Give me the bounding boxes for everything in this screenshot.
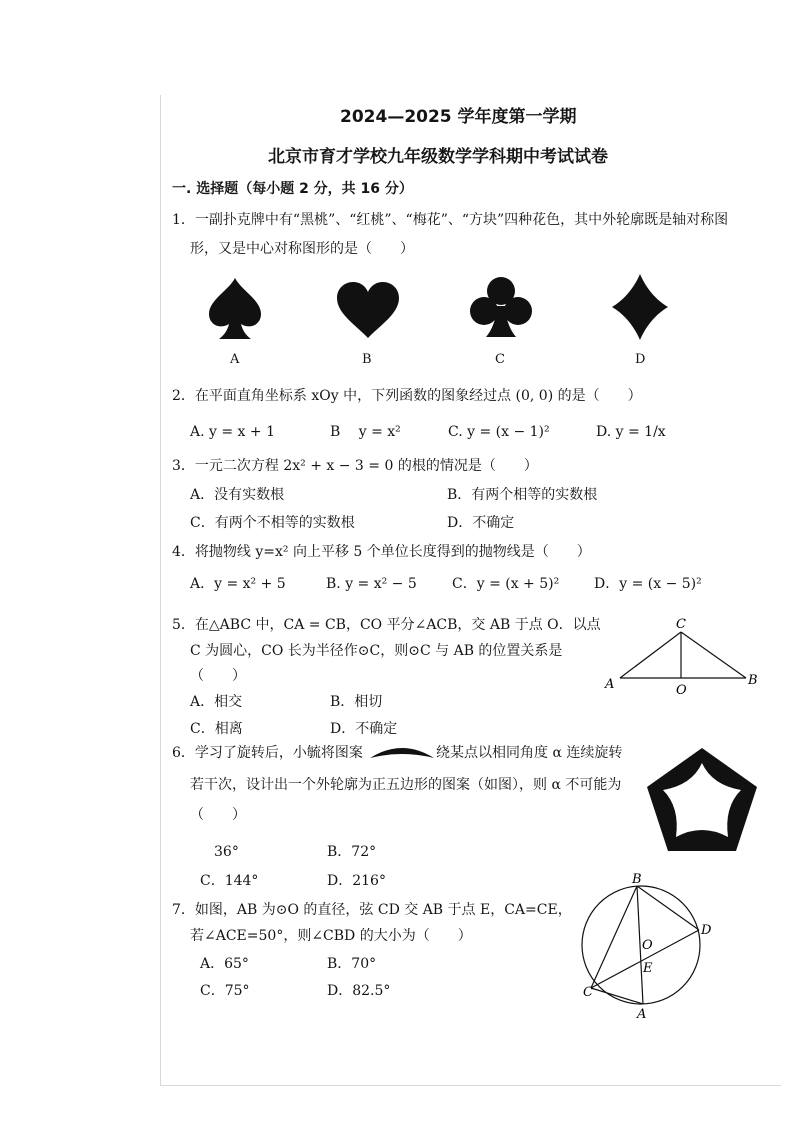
exam-title-line1: 2024—2025 学年度第一学期 [340, 107, 577, 127]
q4-option-d: D．y = (x − 5)² [594, 576, 702, 592]
q3-stem: 3．一元二次方程 2x² + x − 3 = 0 的根的情况是（ ） [172, 458, 538, 474]
q1-option-a: A [230, 352, 240, 367]
q7-option-b: B．70° [327, 956, 377, 972]
q6-option-c: C．144° [200, 873, 259, 889]
q2-option-b: B y = x² [330, 424, 401, 440]
q6-stem-line1a: 6．学习了旋转后，小毓将图案 [172, 745, 363, 761]
label-b: B [748, 673, 758, 688]
section-heading: 一. 选择题（每小题 2 分，共 16 分） [172, 181, 413, 197]
label-b: B [632, 872, 642, 887]
label-a: A [605, 677, 615, 692]
q3-option-c: C．有两个不相等的实数根 [190, 515, 355, 531]
q5-option-d: D．不确定 [330, 721, 398, 737]
q3-option-b: B．有两个相等的实数根 [447, 487, 598, 503]
q1-stem-line1: 1．一副扑克牌中有“黑桃”、“红桃”、“梅花”、“方块”四种花色，其中外轮廓既是轴对称图 [172, 212, 729, 228]
q6-option-d: D．216° [327, 873, 386, 889]
spade-icon [205, 278, 265, 340]
pentagon-pattern-figure [645, 745, 760, 855]
q5-stem-line2: C 为圆心，CO 长为半径作⊙C，则⊙C 与 AB 的位置关系是 [190, 643, 563, 659]
arc-pattern-icon [370, 744, 434, 762]
q6-option-b: B．72° [327, 844, 377, 860]
q2-option-d: D. y = 1/x [596, 424, 666, 440]
q6-stem-line3: （ ） [190, 807, 246, 823]
q4-option-b: B. y = x² − 5 [326, 576, 417, 592]
heart-icon [337, 282, 399, 338]
q7-option-d: D．82.5° [327, 983, 391, 999]
q6-option-a: 36° [214, 844, 239, 860]
label-o: O [642, 938, 653, 953]
club-icon [470, 276, 532, 338]
q4-option-c: C．y = (x + 5)² [452, 576, 560, 592]
q2-option-c: C. y = (x − 1)² [448, 424, 550, 440]
q1-option-d: D [635, 352, 646, 367]
q1-option-b: B [362, 352, 372, 367]
label-c: C [583, 985, 593, 1000]
q4-option-a: A．y = x² + 5 [190, 576, 286, 592]
label-c: C [676, 617, 686, 632]
q1-stem-line2: 形，又是中心对称图形的是（ ） [190, 241, 414, 257]
q2-stem: 2．在平面直角坐标系 xOy 中，下列函数的图象经过点 (0, 0) 的是（ ） [172, 388, 642, 404]
q7-option-c: C．75° [200, 983, 250, 999]
q6-stem-line1b: 绕某点以相同角度 α 连续旋转 [436, 745, 623, 761]
q5-stem-line1: 5．在△ABC 中，CA = CB，CO 平分∠ACB，交 AB 于点 O．以点 [172, 617, 601, 633]
triangle-figure [600, 614, 765, 698]
diamond-icon [612, 274, 668, 340]
circle-figure [570, 872, 720, 1022]
exam-title-line2: 北京市育才学校九年级数学学科期中考试试卷 [268, 147, 608, 167]
q3-option-d: D．不确定 [447, 515, 515, 531]
label-e: E [643, 961, 653, 976]
q1-option-c: C [495, 352, 505, 367]
q5-stem-line3: （ ） [190, 668, 246, 684]
q6-stem-line2: 若干次，设计出一个外轮廓为正五边形的图案（如图），则 α 不可能为 [190, 777, 622, 793]
label-o: O [676, 683, 687, 698]
q3-option-a: A．没有实数根 [190, 487, 285, 503]
q4-stem: 4．将抛物线 y=x² 向上平移 5 个单位长度得到的抛物线是（ ） [172, 544, 591, 560]
q7-option-a: A．65° [200, 956, 249, 972]
label-a: A [637, 1007, 647, 1022]
q2-option-a: A. y = x + 1 [190, 424, 275, 440]
q7-stem-line1: 7．如图，AB 为⊙O 的直径，弦 CD 交 AB 于点 E，CA=CE， [172, 902, 572, 918]
q7-stem-line2: 若∠ACE=50°，则∠CBD 的大小为（ ） [190, 928, 472, 944]
label-d: D [701, 923, 712, 938]
q5-option-a: A．相交 [190, 694, 243, 710]
q5-option-c: C．相离 [190, 721, 243, 737]
q5-option-b: B．相切 [330, 694, 383, 710]
